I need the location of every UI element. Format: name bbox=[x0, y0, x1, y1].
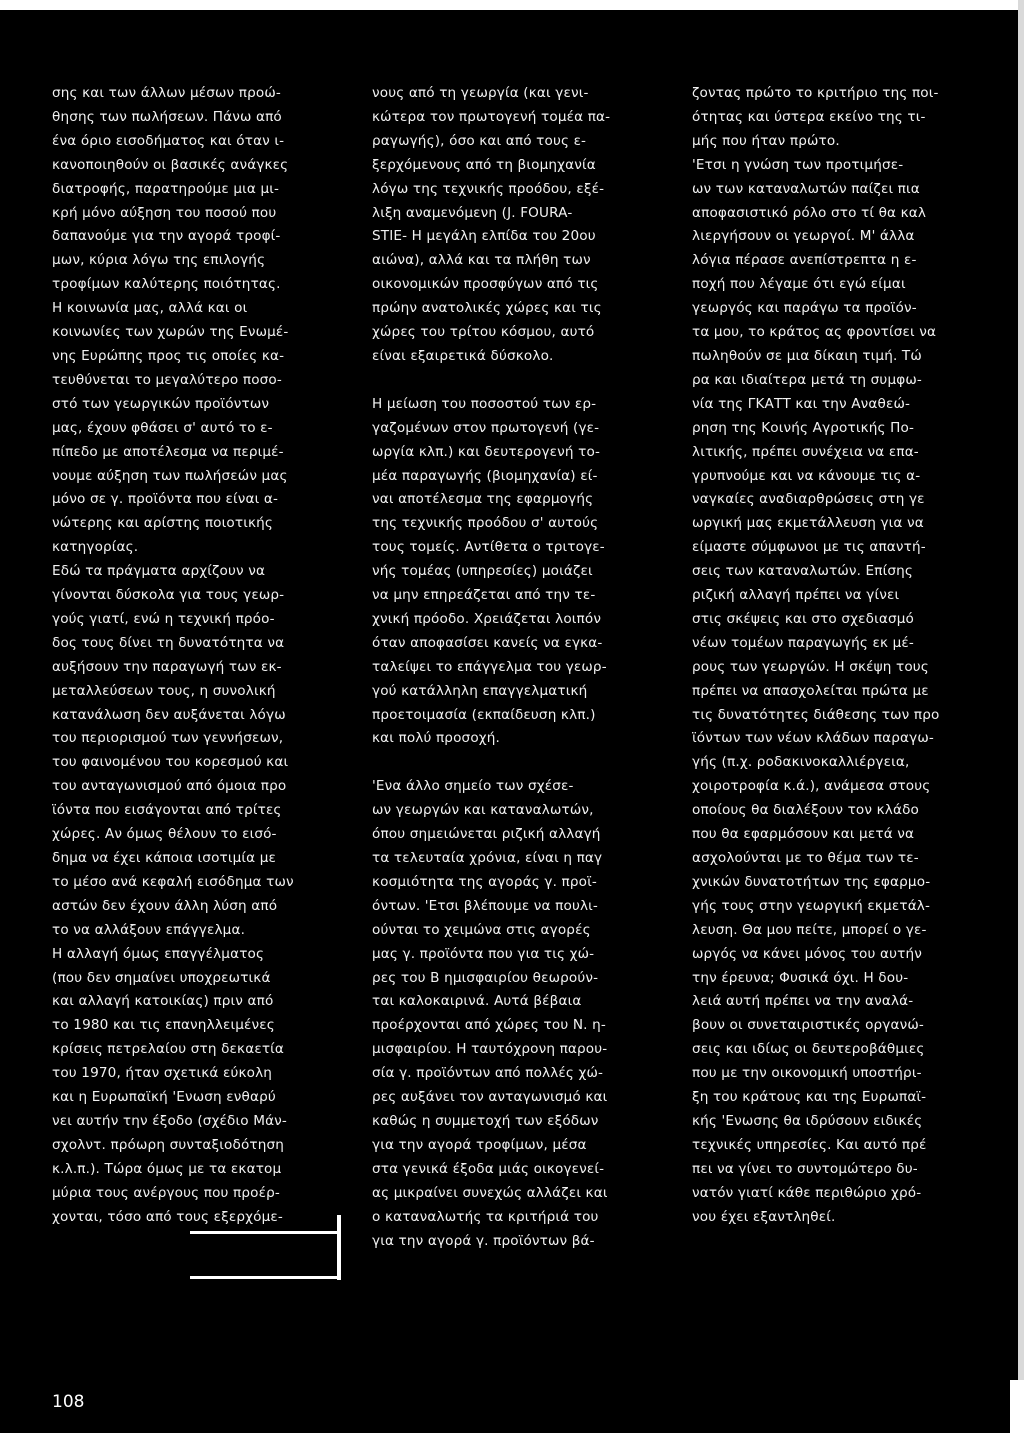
text-line: για την αγορά γ. προϊόντων βά- bbox=[372, 1232, 595, 1249]
text-line: ζοντας πρώτο το κριτήριο της ποι- bbox=[692, 85, 939, 101]
text-line: κ.λ.π.). Τώρα όμως με τα εκατομ bbox=[52, 1160, 282, 1177]
text-line: την έρευνα; Φυσικά όχι. Η δου- bbox=[692, 969, 909, 986]
text-line: κοσμιότητα της αγοράς γ. προϊ- bbox=[372, 873, 597, 890]
text-line: ότητας και ύστερα εκείνο της τι- bbox=[692, 108, 926, 125]
text-line: ταλείψει το επάγγελμα του γεωρ- bbox=[372, 658, 607, 675]
text-line: ο καταναλωτής τα κριτήριά του bbox=[372, 1208, 599, 1225]
text-line: ωργία κλπ.) και δευτερογενή το- bbox=[372, 443, 601, 460]
text-line: βουν οι συνεταιριστικές οργανώ- bbox=[692, 1017, 924, 1034]
text-line: χοιροτροφία κ.ά.), ανάμεσα στους bbox=[692, 778, 931, 795]
text-line: για την αγορά τροφίμων, μέσα bbox=[372, 1136, 587, 1153]
text-line: (που δεν σημαίνει υποχρεωτικά bbox=[52, 969, 271, 986]
text-line: χνική πρόοδο. Χρειάζεται λοιπόν bbox=[372, 610, 602, 627]
text-line: λιξη αναμενόμενη (J. FOURA- bbox=[372, 204, 573, 221]
text-line: γής (π.χ. ροδακινοκαλλιέργεια, bbox=[692, 754, 910, 771]
text-line: νώτερης και αρίστης ποιοτικής bbox=[52, 515, 274, 532]
text-line: ριζική αλλαγή πρέπει να γίνει bbox=[692, 587, 900, 604]
text-line: σεις και ιδίως οι δευτεροβάθμιες bbox=[692, 1041, 925, 1058]
text-line: σης και των άλλων μέσων προώ- bbox=[52, 85, 281, 101]
text-line: ξη του κράτους και της Ευρωπαϊ- bbox=[692, 1089, 927, 1106]
text-line: αστών δεν έχουν άλλη λύση από bbox=[52, 897, 278, 914]
text-line: πρέπει να απασχολείται πρώτα με bbox=[692, 682, 929, 699]
text-line: STIE- Η μεγάλη ελπίδα του 20ου bbox=[372, 228, 596, 245]
text-line: ωργική μας εκμετάλλευση για να bbox=[692, 515, 924, 532]
horizontal-rule bbox=[190, 1276, 340, 1279]
text-line: τους τομείς. Αντίθετα ο τριτογε- bbox=[372, 539, 605, 556]
text-line: νατόν γιατί κάθε περιθώριο χρό- bbox=[692, 1184, 922, 1201]
text-line: μισφαιρίου. Η ταυτόχρονη παρου- bbox=[372, 1041, 608, 1058]
text-line: ναι αποτέλεσμα της εφαρμογής bbox=[372, 491, 594, 508]
text-line: ασχολούνται με το θέμα των τε- bbox=[692, 850, 919, 866]
text-line: ρηση της Κοινής Αγροτικής Πο- bbox=[692, 419, 915, 436]
text-line: καθώς η συμμετοχή των εξόδων bbox=[372, 1112, 599, 1129]
text-line: που με την οικονομική υποστήρι- bbox=[692, 1065, 922, 1082]
text-column-2 bbox=[372, 82, 672, 1253]
text-line: προέρχονται από χώρες του Ν. η- bbox=[372, 1017, 606, 1034]
text-line: ρους των γεωργών. Η σκέψη τους bbox=[692, 658, 929, 675]
text-line: του περιορισμού των γεννήσεων, bbox=[52, 730, 284, 747]
text-line: μων, κύρια λόγω της επιλογής bbox=[52, 252, 266, 269]
text-line: του 1970, ήταν σχετικά εύκολη bbox=[52, 1065, 273, 1082]
text-line: τευθύνεται το μεγαλύτερο ποσο- bbox=[52, 371, 282, 388]
text-line: ένα όριο εισοδήματος και όταν ι- bbox=[52, 132, 285, 149]
text-line: λευση. Θα μου πείτε, μπορεί ο γε- bbox=[692, 921, 927, 938]
text-line: μόνο σε γ. προϊόντα που είναι α- bbox=[52, 491, 279, 508]
text-line: δαπανούμε για την αγορά τροφί- bbox=[52, 228, 281, 245]
text-line: το να αλλάξουν επάγγελμα. bbox=[52, 921, 246, 938]
right-page-edge bbox=[1018, 0, 1024, 1433]
text-line: νους από τη γεωργία (και γενι- bbox=[372, 85, 589, 101]
text-line bbox=[372, 369, 672, 393]
text-column-3 bbox=[692, 82, 992, 1230]
text-line: το μέσο ανά κεφαλή εισόδημα των bbox=[52, 873, 294, 890]
text-line: κατηγορίας. bbox=[52, 539, 139, 556]
text-line: το 1980 και τις επανηλλειμένες bbox=[52, 1017, 275, 1034]
text-line: νης Ευρώπης προς τις οποίες κα- bbox=[52, 347, 285, 364]
text-line: αποφασιστικό ρόλο στο τί θα καλ bbox=[692, 204, 927, 221]
text-line: γρυπνούμε και να κάνουμε τις α- bbox=[692, 467, 921, 484]
text-line: ται καλοκαιρινά. Αυτά βέβαια bbox=[372, 993, 582, 1010]
text-line: νής τομέας (υπηρεσίες) μοιάζει bbox=[372, 563, 593, 580]
vertical-rule bbox=[337, 1215, 341, 1280]
text-line: και πολύ προσοχή. bbox=[372, 730, 501, 747]
text-line: χώρες. Αν όμως θέλουν το εισό- bbox=[52, 826, 277, 843]
text-line: τροφίμων καλύτερης ποιότητας. bbox=[52, 276, 281, 293]
text-line: τεχνικές υπηρεσίες. Και αυτό πρέ bbox=[692, 1136, 927, 1153]
text-line: σχολντ. πρόωρη συνταξιοδότηση bbox=[52, 1136, 285, 1153]
text-line: ραγωγής), όσο και από τους ε- bbox=[372, 132, 587, 149]
text-line: τα τελευταία χρόνια, είναι η παγ bbox=[372, 850, 603, 866]
text-line: του ανταγωνισμού από όμοια προ bbox=[52, 778, 287, 795]
text-line: μής που ήταν πρώτο. bbox=[692, 132, 840, 149]
text-line: ας μικραίνει συνεχώς αλλάζει και bbox=[372, 1184, 608, 1201]
horizontal-rule bbox=[190, 1231, 340, 1234]
text-line: δημα να έχει κάποια ισοτιμία με bbox=[52, 850, 277, 866]
text-line: ϊόντα που εισάγονται από τρίτες bbox=[52, 802, 282, 819]
text-line: θησης των πωλήσεων. Πάνω από bbox=[52, 108, 282, 125]
text-line: δος τους δίνει τη δυνατότητα να bbox=[52, 634, 285, 651]
text-line: χονται, τόσο από τους εξερχόμε- bbox=[52, 1208, 283, 1225]
text-line: και αλλαγή κατοικίας) πριν από bbox=[52, 993, 274, 1010]
text-line: ξερχόμενους από τη βιομηχανία bbox=[372, 156, 596, 173]
text-line: μας γ. προϊόντα που για τις χώ- bbox=[372, 945, 595, 962]
text-line: όντων. 'Ετσι βλέπουμε να πουλι- bbox=[372, 897, 598, 914]
text-line: 'Ετσι η γνώση των προτιμήσε- bbox=[692, 156, 904, 173]
text-line: πει να γίνει το συντομώτερο δυ- bbox=[692, 1160, 918, 1177]
text-line: ρες του Β ημισφαιρίου θεωρούν- bbox=[372, 969, 599, 986]
text-line: όπου σημειώνεται ριζική αλλαγή bbox=[372, 826, 601, 843]
text-line: είναι εξαιρετικά δύσκολο. bbox=[372, 347, 554, 364]
text-line: ποχή που λέγαμε ότι εγώ είμαι bbox=[692, 276, 906, 293]
text-line: ων γεωργών και καταναλωτών, bbox=[372, 802, 594, 819]
text-line: της τεχνικής προόδου σ' αυτούς bbox=[372, 515, 599, 532]
text-line: σία γ. προϊόντων από πολλές χώ- bbox=[372, 1065, 604, 1082]
text-line: νία της ΓΚΑΤΤ και την Αναθεώ- bbox=[692, 395, 911, 412]
text-line: μέα παραγωγής (βιομηχανία) εί- bbox=[372, 467, 598, 484]
text-line: πωληθούν σε μια δίκαιη τιμή. Τώ bbox=[692, 347, 922, 364]
text-line: τις δυνατότητες διάθεσης των προ bbox=[692, 706, 940, 723]
text-line: γής τους στην γεωργική εκμετάλ- bbox=[692, 897, 931, 914]
bottom-right-corner-mark bbox=[1010, 1380, 1024, 1433]
text-line: ϊόντων των νέων κλάδων παραγω- bbox=[692, 730, 934, 747]
text-line: του φαινομένου του κορεσμού και bbox=[52, 754, 289, 771]
text-line bbox=[372, 751, 672, 775]
text-line: προετοιμασία (εκπαίδευση κλπ.) bbox=[372, 706, 596, 723]
text-line: στό των γεωργικών προϊόντων bbox=[52, 395, 270, 412]
text-line: οικονομικών προσφύγων από τις bbox=[372, 276, 599, 293]
text-line: κώτερα τον πρωτογενή τομέα πα- bbox=[372, 108, 611, 125]
text-line: Εδώ τα πράγματα αρχίζουν να bbox=[52, 563, 266, 580]
text-line: λιτικής, πρέπει συνέχεια να επα- bbox=[692, 443, 919, 460]
text-line: Η κοινωνία μας, αλλά και οι bbox=[52, 300, 248, 317]
text-line: τα μου, το κράτος ας φροντίσει να bbox=[692, 324, 937, 341]
text-line: 'Ενα άλλο σημείο των σχέσε- bbox=[372, 778, 574, 795]
text-line: ρα και ιδιαίτερα μετά τη συμφω- bbox=[692, 371, 922, 388]
text-line: νέων τομέων παραγωγής εκ μέ- bbox=[692, 634, 914, 651]
top-edge-rule bbox=[0, 0, 1024, 10]
text-line: όταν αποφασίσει κανείς να εγκα- bbox=[372, 634, 603, 651]
text-line: μύρια τους ανέργους που προέρ- bbox=[52, 1184, 280, 1201]
text-line: κής 'Ενωσης θα ιδρύσουν ειδικές bbox=[692, 1112, 923, 1129]
text-line: ων των καταναλωτών παίζει πια bbox=[692, 180, 920, 197]
text-line: να μην επηρεάζεται από την τε- bbox=[372, 587, 596, 604]
text-line: γεωργός και παράγω τα προϊόν- bbox=[692, 300, 917, 317]
page-number: 108 bbox=[52, 1392, 85, 1412]
text-line: γού κατάλληλη επαγγελματική bbox=[372, 682, 588, 699]
text-line: νει αυτήν την έξοδο (σχέδιο Μάν- bbox=[52, 1112, 287, 1129]
text-line: κρίσεις πετρελαίου στη δεκαετία bbox=[52, 1041, 285, 1058]
text-line: σεις των καταναλωτών. Επίσης bbox=[692, 563, 914, 580]
text-line: στις σκέψεις και στο σχεδιασμό bbox=[692, 610, 914, 627]
text-line: κανοποιηθούν οι βασικές ανάγκες bbox=[52, 156, 289, 173]
text-line: λόγω της τεχνικής προόδου, εξέ- bbox=[372, 180, 605, 197]
text-line: νουμε αύξηση των πωλήσεών μας bbox=[52, 467, 288, 484]
text-line: ούνται το χειμώνα στις αγορές bbox=[372, 921, 591, 938]
text-line: ωργός να κάνει μόνος του αυτήν bbox=[692, 945, 922, 962]
text-line: και η Ευρωπαϊκή 'Ενωση ενθαρύ bbox=[52, 1089, 276, 1106]
text-line: χώρες του τρίτου κόσμου, αυτό bbox=[372, 324, 595, 341]
text-line: Η μείωση του ποσοστού των ερ- bbox=[372, 395, 597, 412]
text-line: κατανάλωση δεν αυξάνεται λόγω bbox=[52, 706, 286, 723]
text-line: οποίους θα διαλέξουν τον κλάδο bbox=[692, 802, 920, 819]
text-line: Η αλλαγή όμως επαγγέλματος bbox=[52, 945, 265, 962]
text-line: κρή μόνο αύξηση του ποσού που bbox=[52, 204, 277, 221]
text-line: νου έχει εξαντληθεί. bbox=[692, 1208, 836, 1225]
text-line: είμαστε σύμφωνοι με τις απαντή- bbox=[692, 539, 926, 556]
text-line: κοινωνίες των χωρών της Ενωμέ- bbox=[52, 324, 289, 341]
text-column-1 bbox=[52, 82, 352, 1230]
text-line: λειά αυτή πρέπει να την αναλά- bbox=[692, 993, 914, 1010]
text-line: λόγια πέρασε ανεπίστρεπτα η ε- bbox=[692, 252, 917, 269]
text-line: λιεργήσουν οι γεωργοί. Μ' άλλα bbox=[692, 228, 915, 245]
text-line: στα γενικά έξοδα μιάς οικογενεί- bbox=[372, 1160, 605, 1177]
text-line: ναγκαίες αναδιαρθρώσεις στη γε bbox=[692, 491, 925, 508]
text-line: πρώην ανατολικές χώρες και τις bbox=[372, 300, 602, 317]
text-line: διατροφής, παρατηρούμε μια μι- bbox=[52, 180, 280, 197]
text-line: γίνονται δύσκολα για τους γεωρ- bbox=[52, 587, 285, 604]
text-line: γούς γιατί, ενώ η τεχνική πρόο- bbox=[52, 610, 275, 627]
text-line: αυξήσουν την παραγωγή των εκ- bbox=[52, 658, 282, 675]
text-line: πίπεδο με αποτέλεσμα να περιμέ- bbox=[52, 443, 284, 460]
text-line: ρες αυξάνει τον ανταγωνισμό και bbox=[372, 1089, 608, 1106]
text-line: γαζομένων στον πρωτογενή (γε- bbox=[372, 419, 600, 436]
text-line: που θα εφαρμόσουν και μετά να bbox=[692, 826, 915, 843]
text-line: αιώνα), αλλά και τα πλήθη των bbox=[372, 252, 591, 269]
text-line: μεταλλεύσεων τους, η συνολική bbox=[52, 682, 276, 699]
text-line: μας, έχουν φθάσει σ' αυτό το ε- bbox=[52, 419, 273, 436]
text-line: χνικών δυνατοτήτων της εφαρμο- bbox=[692, 873, 931, 890]
